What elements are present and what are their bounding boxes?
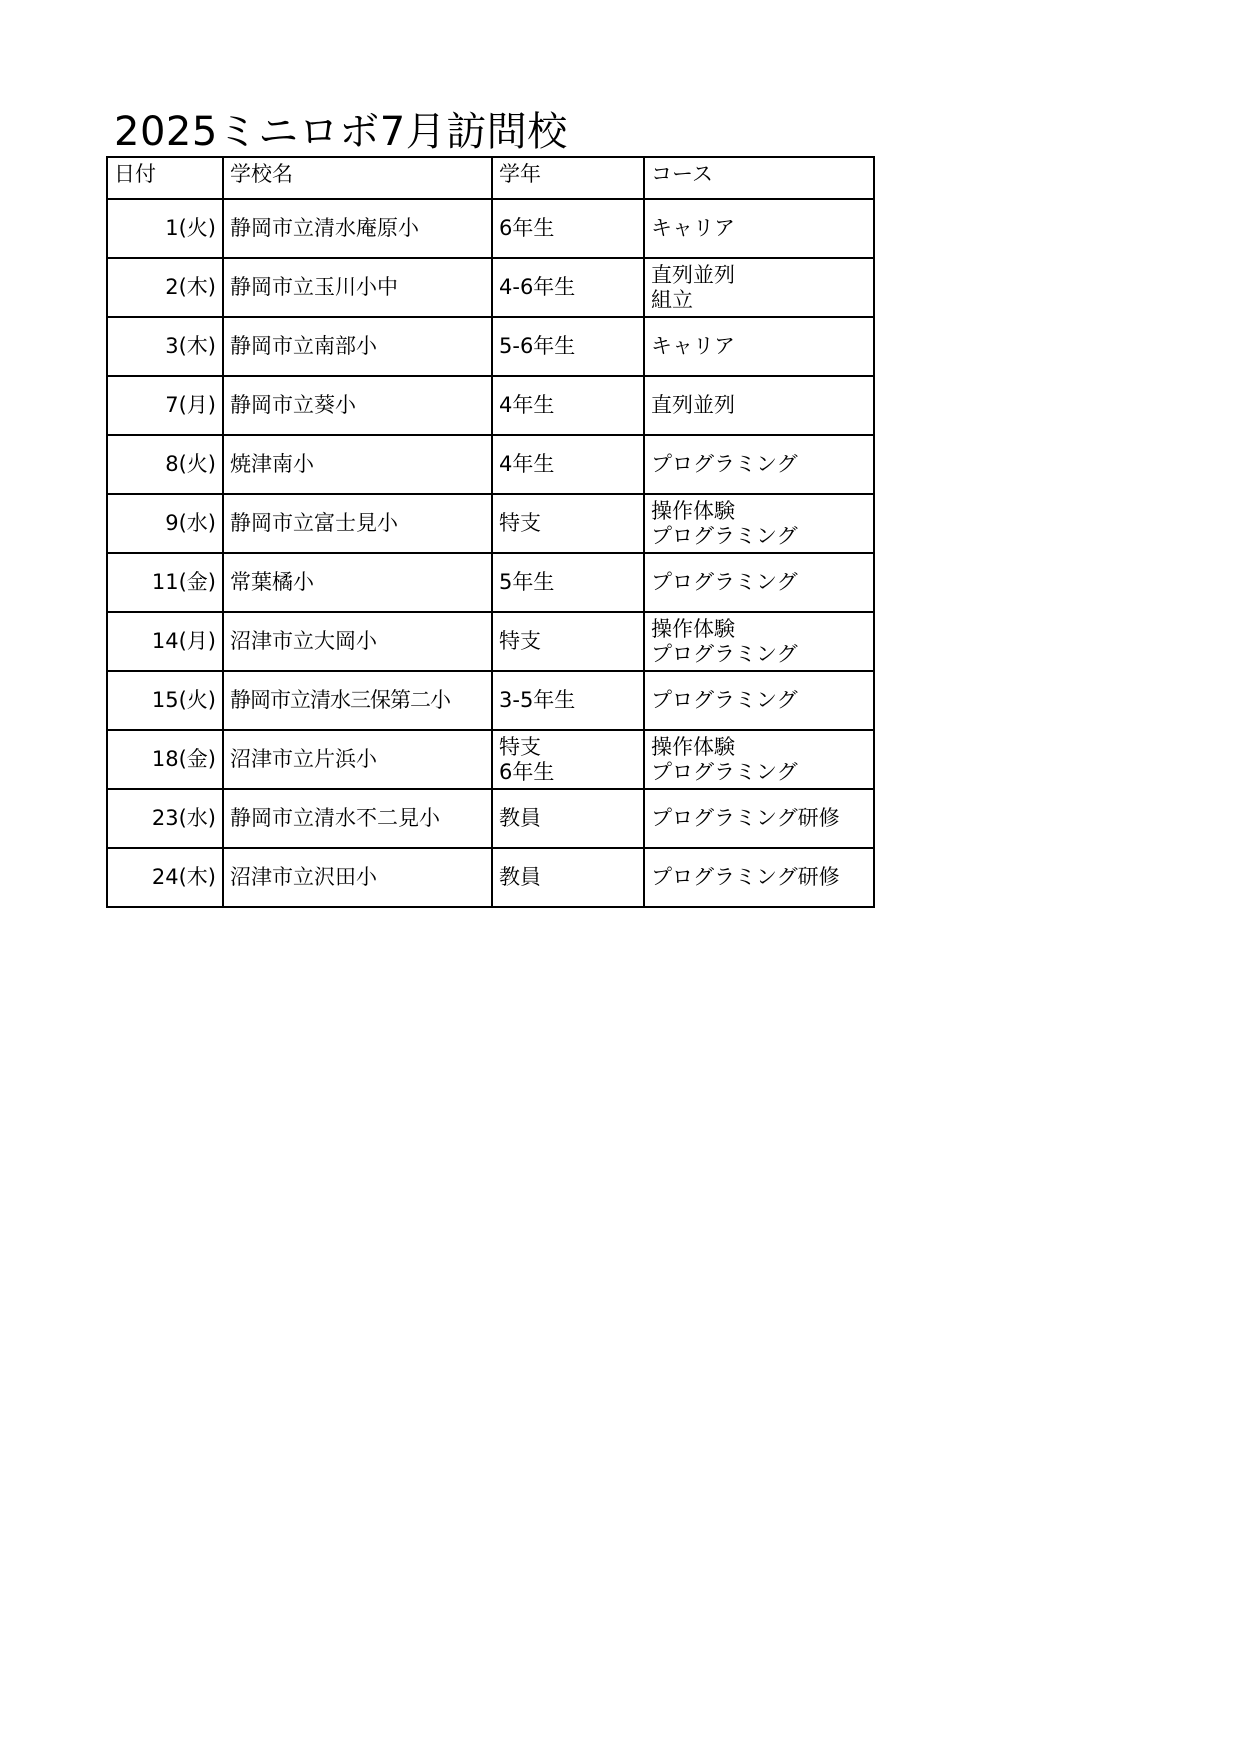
grade-cell [492,789,644,848]
course-line: プログラミング [651,641,798,666]
school-cell: 静岡市立清水三保第二小 [223,671,492,730]
grade-cell [492,553,644,612]
course-line: 操作体験 [651,734,735,759]
header-date: 日付 [107,157,223,199]
course-line: キャリア [651,334,735,358]
course-line: 組立 [651,287,693,312]
date-cell: 23(水) [107,789,223,848]
grade-line: 教員 [499,865,541,889]
date-cell: 2(木) [107,258,223,317]
header-course: コース [644,157,874,199]
grade-line: 3-5年生 [499,688,576,712]
grade-line: 5年生 [499,570,555,594]
course-cell [644,789,874,848]
grade-cell [492,494,644,553]
table-row [107,612,874,671]
date-cell: 1(火) [107,199,223,258]
date-cell: 3(木) [107,317,223,376]
grade-cell [492,435,644,494]
grade-line: 4年生 [499,393,555,417]
page-title: 2025ミニロボ7月訪問校 [114,109,568,155]
school-cell: 沼津市立沢田小 [223,848,492,907]
course-line: プログラミング研修 [651,865,840,889]
school-cell: 静岡市立南部小 [223,317,492,376]
table-row [107,553,874,612]
course-line: プログラミング [651,452,798,476]
table-row [107,789,874,848]
table-row [107,848,874,907]
school-cell: 静岡市立清水不二見小 [223,789,492,848]
course-cell [644,671,874,730]
course-cell [644,553,874,612]
school-cell: 沼津市立片浜小 [223,730,492,789]
table-row [107,494,874,553]
course-line: プログラミング [651,759,798,784]
school-cell: 静岡市立葵小 [223,376,492,435]
grade-line: 特支 [499,734,541,759]
course-line: 操作体験 [651,616,735,641]
table-row [107,376,874,435]
date-cell: 7(月) [107,376,223,435]
date-cell: 18(金) [107,730,223,789]
grade-line: 4-6年生 [499,275,576,299]
header-school: 学校名 [223,157,492,199]
course-cell [644,258,874,317]
school-cell: 静岡市立清水庵原小 [223,199,492,258]
course-cell [644,435,874,494]
grade-line: 5-6年生 [499,334,576,358]
grade-line: 6年生 [499,216,555,240]
visit-schedule-table [106,156,875,908]
course-cell [644,730,874,789]
grade-line: 教員 [499,806,541,830]
course-line: 直列並列 [651,393,735,417]
date-cell: 15(火) [107,671,223,730]
grade-cell [492,612,644,671]
grade-cell [492,317,644,376]
date-cell: 14(月) [107,612,223,671]
school-cell: 静岡市立富士見小 [223,494,492,553]
grade-line: 6年生 [499,759,555,784]
course-line: プログラミング研修 [651,806,840,830]
table-row [107,730,874,789]
grade-cell [492,199,644,258]
grade-line: 特支 [499,511,541,535]
course-line: 直列並列 [651,262,735,287]
header-grade: 学年 [492,157,644,199]
table-body [107,157,874,907]
table-row [107,317,874,376]
course-cell [644,612,874,671]
school-cell: 静岡市立玉川小中 [223,258,492,317]
course-cell [644,494,874,553]
grade-cell [492,258,644,317]
school-cell: 焼津南小 [223,435,492,494]
course-line: 操作体験 [651,498,735,523]
date-cell: 8(火) [107,435,223,494]
school-cell: 沼津市立大岡小 [223,612,492,671]
grade-cell [492,848,644,907]
table-row [107,199,874,258]
table-header-row [107,157,874,199]
grade-line: 特支 [499,629,541,653]
course-cell [644,317,874,376]
course-cell [644,199,874,258]
date-cell: 9(水) [107,494,223,553]
date-cell: 11(金) [107,553,223,612]
grade-cell [492,376,644,435]
course-line: プログラミング [651,570,798,594]
table-row [107,435,874,494]
school-cell: 常葉橘小 [223,553,492,612]
course-line: プログラミング [651,523,798,548]
grade-line: 4年生 [499,452,555,476]
course-line: プログラミング [651,688,798,712]
table-row [107,671,874,730]
date-cell: 24(木) [107,848,223,907]
table-row [107,258,874,317]
course-cell [644,848,874,907]
grade-cell [492,671,644,730]
course-line: キャリア [651,216,735,240]
grade-cell [492,730,644,789]
course-cell [644,376,874,435]
